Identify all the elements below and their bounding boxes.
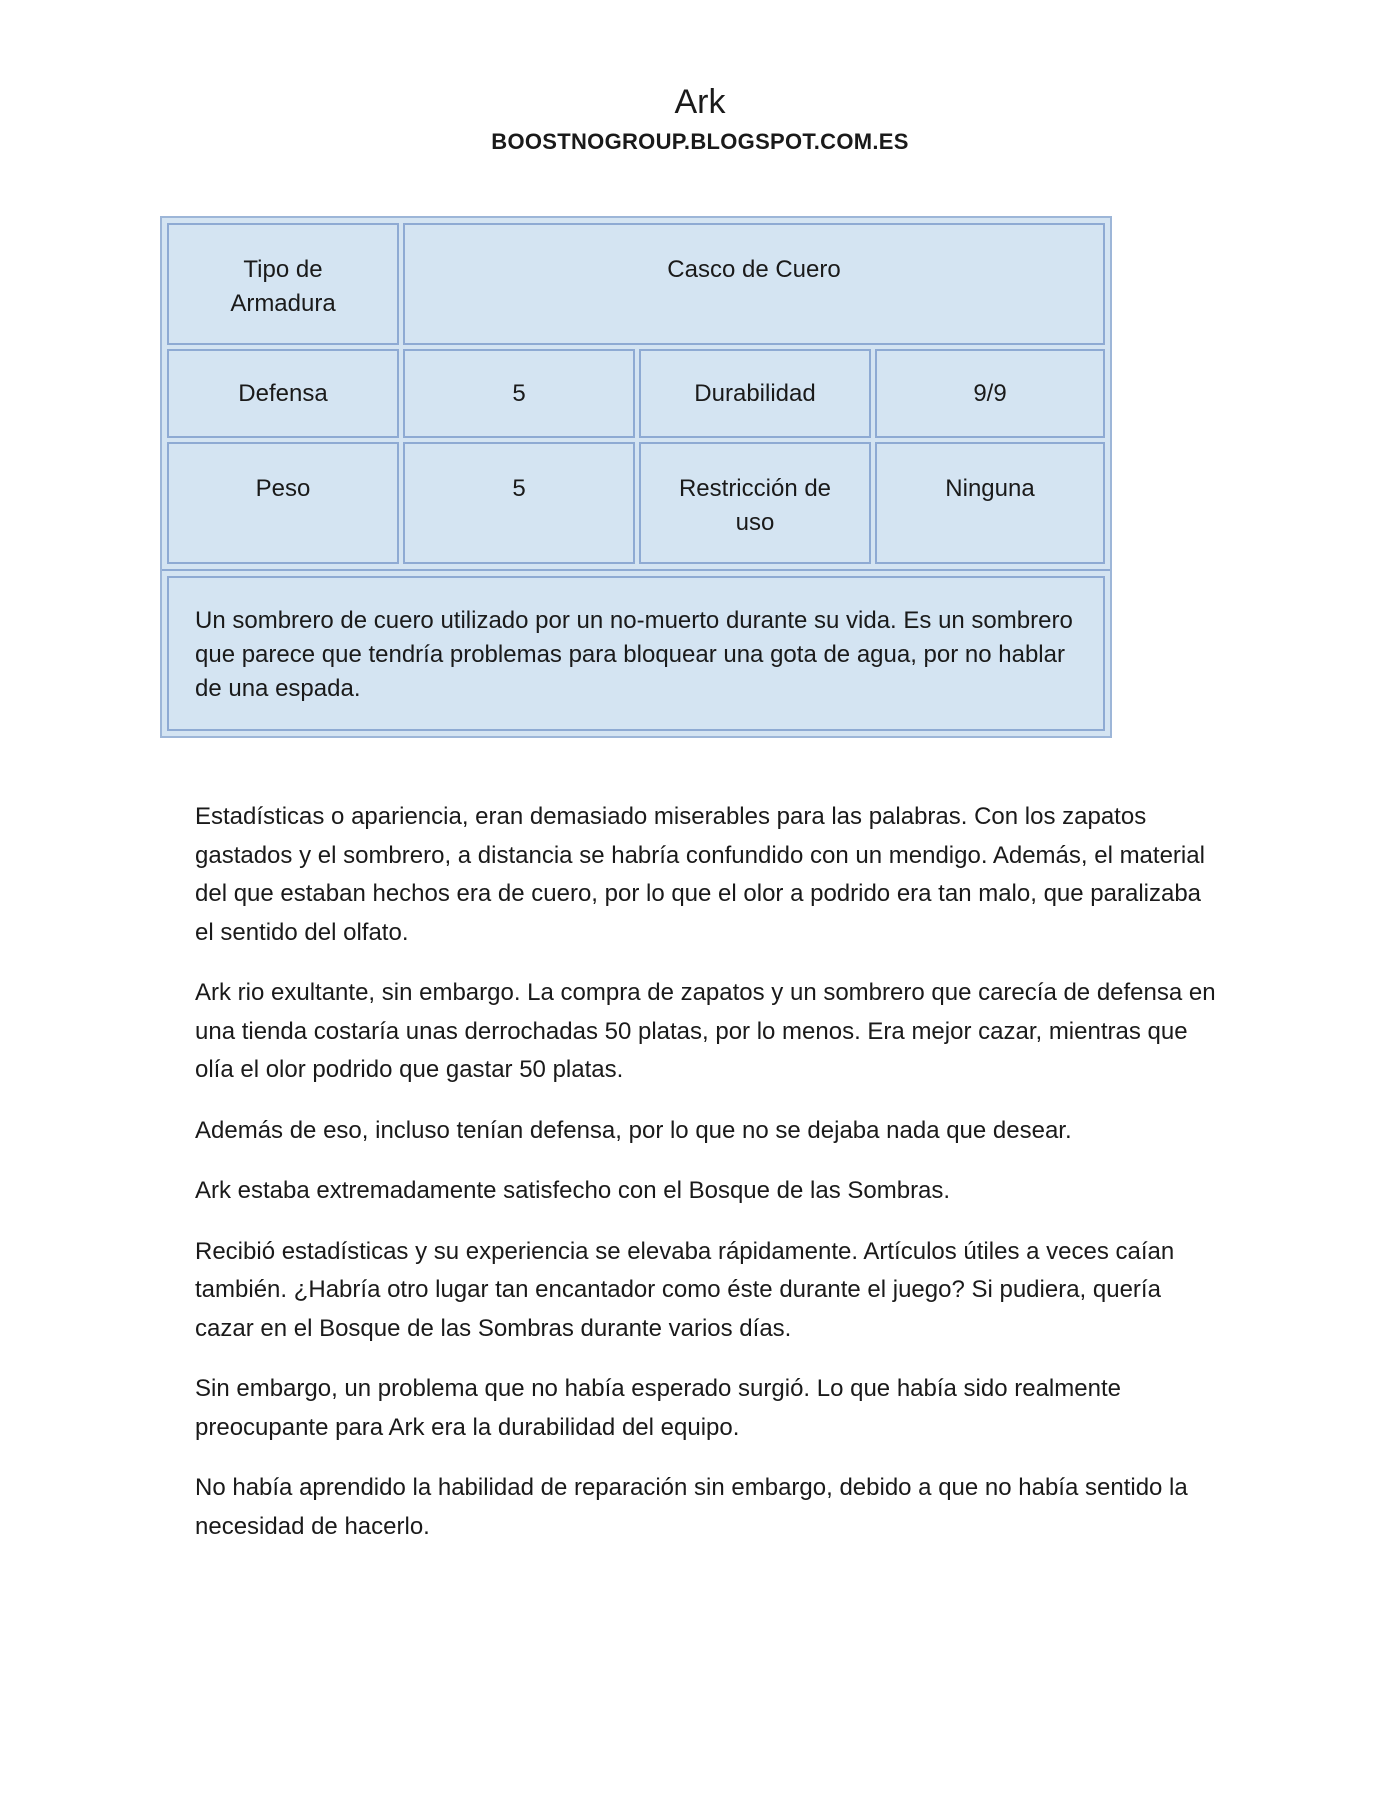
armor-type-label-cell: [167, 223, 399, 345]
defense-value-cell: [403, 349, 635, 438]
weight-value: 5: [512, 475, 526, 502]
armor-type-value-cell: [403, 223, 1105, 345]
restriction-value: Ninguna: [945, 475, 1035, 502]
paragraph: Ark estaba extremadamente satisfecho con el Bosque de las Sombras.: [195, 1177, 951, 1204]
weight-label-cell: [167, 442, 399, 564]
paragraph: Además de eso, incluso tenían defensa, por lo que no se dejaba nada que desear.: [195, 1116, 1072, 1144]
paragraph: Ark rio exultante, sin embargo. La compra de zapatos y un sombrero que carecía de defensa en una tienda costaría unas derrochadas 50 platas, por lo menos. Era mejor cazar, mientras que olía el olor podrido que gastar 50 platas.: [195, 979, 1216, 1083]
armor-type-label: Tipo de Armadura: [230, 256, 336, 317]
document-title: Ark: [674, 83, 726, 121]
item-description: Un sombrero de cuero utilizado por un no-muerto durante su vida. Es un sombrero que parece que tendría problemas para bloquear una gota de agua, por no hablar de una espada.: [195, 607, 1073, 702]
defense-value: 5: [512, 380, 526, 407]
durability-value: 9/9: [973, 380, 1007, 407]
weight-label: Peso: [255, 475, 311, 502]
item-description-cell: [167, 576, 1105, 731]
weight-value-cell: [403, 442, 635, 564]
paragraph: Sin embargo, un problema que no había esperado surgió. Lo que había sido realmente preocupante para Ark era la durabilidad del equipo.: [195, 1375, 1121, 1441]
table-divider: [162, 569, 1110, 571]
document-subtitle: BOOSTNOGROUP.BLOGSPOT.COM.ES: [491, 129, 909, 154]
paragraph: No había aprendido la habilidad de reparación sin embargo, debido a que no había sentido la necesidad de hacerlo.: [195, 1474, 1188, 1540]
story-text: [195, 798, 1225, 1568]
restriction-label-cell: [639, 442, 871, 564]
durability-label: Durabilidad: [694, 380, 816, 407]
defense-label: Defensa: [238, 380, 328, 407]
paragraph: Estadísticas o apariencia, eran demasiado miserables para las palabras. Con los zapatos gastados y el sombrero, a distancia se habría confundido con un mendigo. Además, el material del que estaban hechos era de cuero, por lo que el olor a podrido era tan malo, que paralizaba el sentido del olfato.: [195, 803, 1205, 946]
restriction-value-cell: [875, 442, 1105, 564]
armor-type-value: Casco de Cuero: [667, 256, 841, 283]
paragraph: Recibió estadísticas y su experiencia se elevaba rápidamente. Artículos útiles a veces caían también. ¿Habría otro lugar tan encantador como éste durante el juego? Si pudiera, quería cazar en el Bosque de las Sombras durante varios días.: [195, 1237, 1175, 1342]
durability-label-cell: [639, 349, 871, 438]
restriction-label: Restricción de uso: [678, 475, 832, 536]
item-stats-table: [160, 216, 1112, 738]
durability-value-cell: [875, 349, 1105, 438]
defense-label-cell: [167, 349, 399, 438]
